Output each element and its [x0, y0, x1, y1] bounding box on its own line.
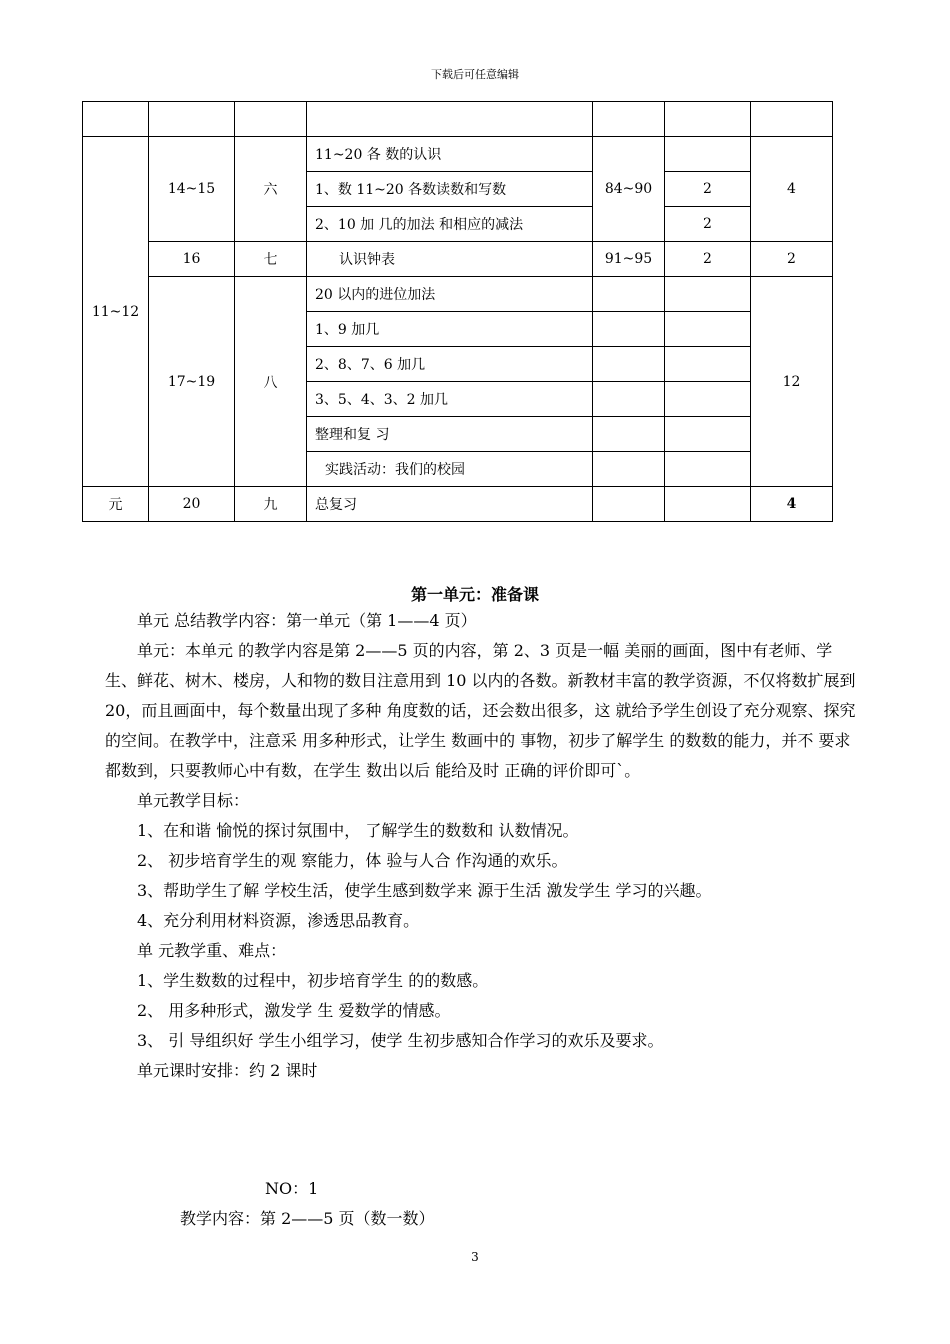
- goal-item: 1、在和谐 愉悦的探讨氛围中， 了解学生的数数和 认数情况。: [137, 821, 579, 840]
- total-cell: 12: [751, 277, 833, 487]
- total-cell: 4: [751, 487, 833, 522]
- hours-cell: 2: [665, 242, 751, 277]
- keys-title: 单 元教学重、难点：: [137, 941, 287, 960]
- pages-cell: [593, 347, 665, 382]
- table-row: [83, 487, 833, 522]
- topic-cell: 整理和复 习: [307, 417, 593, 452]
- schedule-table: [82, 101, 833, 522]
- hours-cell: [665, 452, 751, 487]
- topic-cell: 11~20 各 数的认识: [307, 137, 593, 172]
- topic-cell: 2、10 加 几的加法 和相应的减法: [307, 207, 593, 242]
- total-cell: 4: [751, 137, 833, 242]
- hours-cell: [665, 277, 751, 312]
- week-cell: 16: [149, 242, 235, 277]
- topic-cell: 总复习: [307, 487, 593, 522]
- intro-paragraph: 单元：本单元 的教学内容是第 2——5 页的内容，第 2、3 页是一幅 美丽的画面，图中有老师、学生、鲜花、树木、楼房，人和物的数目注意用到 10 以内的各数。新教材丰富的教学资源，不仅将数扩展到 20，而且画面中，每个数量出现了多种 角度数的话，还会数出很多，这 就给予学生创设了充分观察、探究的空间。在教学中，注意采 用多种形式，让学生 数画中的 事物，初步了解学生 的数数的能力，并不 要求都数到，只要教师心中有数，在学生 数出以后 能给及时 正确的评价即可`。: [105, 641, 856, 780]
- topic-cell: 认识钟表: [307, 242, 593, 277]
- week-cell: 14~15: [149, 137, 235, 242]
- table-cell: [149, 102, 235, 137]
- pages-cell: [593, 277, 665, 312]
- hours-cell: [665, 347, 751, 382]
- hours-cell: [665, 417, 751, 452]
- hours-cell: [665, 137, 751, 172]
- topic-cell: 20 以内的进位加法: [307, 277, 593, 312]
- lesson-number: NO：1: [265, 1179, 319, 1198]
- month-cell: 元: [83, 487, 149, 522]
- section-title: 第一单元：准备课: [410, 585, 539, 604]
- pages-cell: [593, 382, 665, 417]
- hours-cell: 2: [665, 172, 751, 207]
- unit-cell: 六: [235, 137, 307, 242]
- topic-cell: 3、5、4、3、2 加几: [307, 382, 593, 417]
- table-cell: [307, 102, 593, 137]
- table-cell: [665, 102, 751, 137]
- pages-cell: [593, 417, 665, 452]
- table-row: [83, 242, 833, 277]
- pages-cell: [593, 487, 665, 522]
- topic-cell: 1、9 加几: [307, 312, 593, 347]
- lesson-content: 教学内容：第 2——5 页（数一数）: [180, 1209, 435, 1228]
- topic-cell: 2、8、7、6 加几: [307, 347, 593, 382]
- pages-cell: [593, 312, 665, 347]
- hours-cell: [665, 382, 751, 417]
- month-cell: 11~12: [83, 137, 149, 487]
- table-cell: [593, 102, 665, 137]
- table-row: [83, 277, 833, 312]
- summary-paragraph: 单元 总结教学内容：第一单元（第 1——4 页）: [137, 611, 477, 630]
- key-item: 3、 引 导组织好 学生小组学习，使学 生初步感知合作学习的欢乐及要求。: [137, 1031, 664, 1050]
- topic-cell: 1、数 11~20 各数读数和写数: [307, 172, 593, 207]
- goal-item: 4、充分利用材料资源，渗透思品教育。: [137, 911, 420, 930]
- unit-cell: 九: [235, 487, 307, 522]
- total-cell: 2: [751, 242, 833, 277]
- table-row: [83, 137, 833, 172]
- table-row: [83, 102, 833, 137]
- unit-cell: 七: [235, 242, 307, 277]
- topic-cell: 实践活动：我们的校园: [307, 452, 593, 487]
- pages-cell: 91~95: [593, 242, 665, 277]
- page-number: 3: [471, 1250, 479, 1264]
- unit-body: [105, 606, 857, 1086]
- goals-title: 单元教学目标：: [137, 791, 250, 810]
- table-cell: [751, 102, 833, 137]
- unit-cell: 八: [235, 277, 307, 487]
- table-cell: [235, 102, 307, 137]
- pages-cell: 84~90: [593, 137, 665, 242]
- hours-cell: [665, 312, 751, 347]
- key-item: 2、 用多种形式，激发学 生 爱数学的情感。: [137, 1001, 451, 1020]
- table-cell: [83, 102, 149, 137]
- pages-cell: [593, 452, 665, 487]
- hours-cell: [665, 487, 751, 522]
- week-cell: 20: [149, 487, 235, 522]
- goal-item: 2、 初步培育学生的观 察能力，体 验与人合 作沟通的欢乐。: [137, 851, 568, 870]
- week-cell: 17~19: [149, 277, 235, 487]
- hours-paragraph: 单元课时安排：约 2 课时: [137, 1061, 318, 1080]
- goal-item: 3、帮助学生了解 学校生活，使学生感到数学来 源于生活 激发学生 学习的兴趣。: [137, 881, 712, 900]
- page-header: 下载后可任意编辑: [431, 68, 519, 81]
- key-item: 1、学生数数的过程中，初步培育学生 的的数感。: [137, 971, 489, 990]
- hours-cell: 2: [665, 207, 751, 242]
